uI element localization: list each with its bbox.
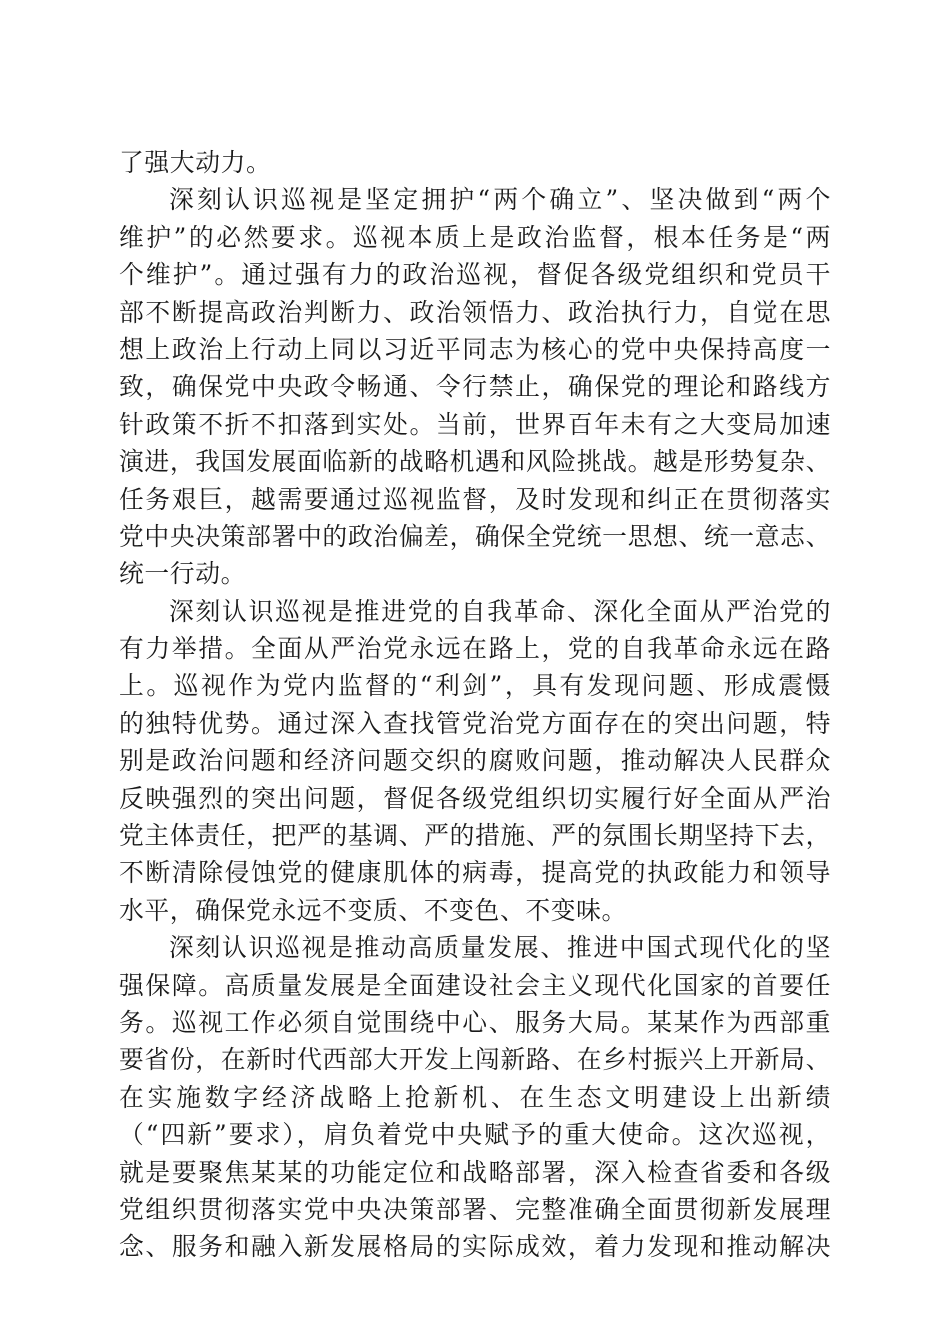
text-line: 部不断提高政治判断力、政治领悟力、政治执行力，自觉在思 bbox=[119, 297, 831, 327]
body-text bbox=[119, 144, 831, 1266]
text-line: 要省份，在新时代西部大开发上闯新路、在乡村振兴上开新局、 bbox=[119, 1045, 831, 1075]
text-line: 致，确保党中央政令畅通、令行禁止，确保党的理论和路线方 bbox=[119, 372, 831, 402]
text-line: 了强大动力。 bbox=[119, 148, 272, 177]
text-line: 反映强烈的突出问题，督促各级党组织切实履行好全面从严治 bbox=[119, 783, 831, 813]
paragraph-start-line: 深刻认识巡视是坚定拥护“两个确立”、坚决做到“两个 bbox=[169, 185, 831, 215]
text-line: 针政策不折不扣落到实处。当前，世界百年未有之大变局加速 bbox=[119, 409, 831, 439]
text-line: 演进，我国发展面临新的战略机遇和风险挑战。越是形势复杂、 bbox=[119, 447, 831, 477]
text-line: （“四新”要求），肩负着党中央赋予的重大使命。这次巡视， bbox=[119, 1120, 831, 1150]
text-line: 统一行动。 bbox=[119, 559, 246, 589]
text-line: 强保障。高质量发展是全面建设社会主义现代化国家的首要任 bbox=[119, 970, 831, 1000]
text-line: 维护”的必然要求。巡视本质上是政治监督，根本任务是“两 bbox=[119, 222, 831, 252]
text-line: 党组织贯彻落实党中央决策部署、完整准确全面贯彻新发展理 bbox=[119, 1194, 831, 1224]
text-line: 别是政治问题和经济问题交织的腐败问题，推动解决人民群众 bbox=[119, 746, 831, 776]
text-line: 个维护”。通过强有力的政治巡视，督促各级党组织和党员干 bbox=[119, 260, 831, 290]
text-line: 上。巡视作为党内监督的“利剑”，具有发现问题、形成震慑 bbox=[119, 671, 831, 701]
paragraph-start-line: 深刻认识巡视是推进党的自我革命、深化全面从严治党的 bbox=[169, 596, 831, 626]
text-line: 任务艰巨，越需要通过巡视监督，及时发现和纠正在贯彻落实 bbox=[119, 484, 831, 514]
text-line: 想上政治上行动上同以习近平同志为核心的党中央保持高度一 bbox=[119, 334, 831, 364]
paragraph-start-line: 深刻认识巡视是推动高质量发展、推进中国式现代化的坚 bbox=[169, 933, 831, 963]
text-line: 党中央决策部署中的政治偏差，确保全党统一思想、统一意志、 bbox=[119, 521, 831, 551]
text-line: 党主体责任，把严的基调、严的措施、严的氛围长期坚持下去， bbox=[119, 821, 831, 851]
text-line: 务。巡视工作必须自觉围绕中心、服务大局。某某作为西部重 bbox=[119, 1007, 831, 1037]
text-line: 的独特优势。通过深入查找管党治党方面存在的突出问题，特 bbox=[119, 708, 831, 738]
text-line: 在实施数字经济战略上抢新机、在生态文明建设上出新绩 bbox=[119, 1082, 831, 1112]
text-line: 就是要聚焦某某的功能定位和战略部署，深入检查省委和各级 bbox=[119, 1157, 831, 1187]
text-line: 水平，确保党永远不变质、不变色、不变味。 bbox=[119, 895, 627, 925]
text-line: 有力举措。全面从严治党永远在路上，党的自我革命永远在路 bbox=[119, 634, 831, 664]
text-line: 不断清除侵蚀党的健康肌体的病毒，提高党的执政能力和领导 bbox=[119, 858, 831, 888]
text-line: 念、服务和融入新发展格局的实际成效，着力发现和推动解决 bbox=[119, 1232, 831, 1262]
